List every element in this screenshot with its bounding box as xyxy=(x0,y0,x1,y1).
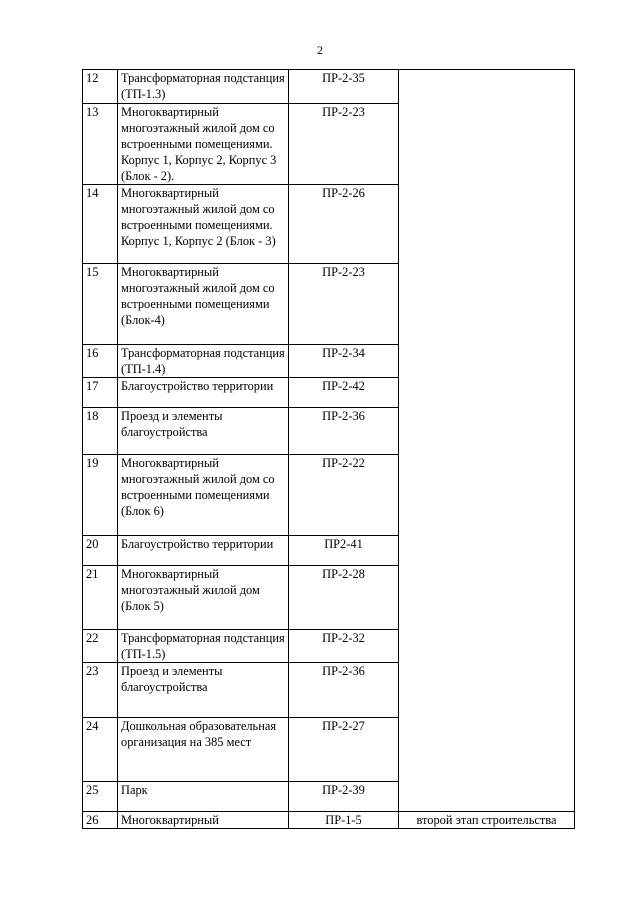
object-code: ПР-2-34 xyxy=(289,345,399,378)
object-code: ПР-2-23 xyxy=(289,104,399,185)
object-code: ПР-2-32 xyxy=(289,630,399,663)
object-name: Многоквартирный многоэтажный жилой дом (Блок 5) xyxy=(118,566,289,630)
row-number: 15 xyxy=(83,264,118,345)
object-code: ПР-2-26 xyxy=(289,185,399,264)
object-name: Многоквартирный многоэтажный жилой дом со встроенными помещениями (Блок 6) xyxy=(118,455,289,536)
object-code: ПР2-41 xyxy=(289,536,399,566)
object-name: Многоквартирный xyxy=(118,812,289,829)
object-name: Трансформаторная подстанция (ТП-1.3) xyxy=(118,70,289,104)
construction-objects-table xyxy=(82,69,575,829)
row-number: 16 xyxy=(83,345,118,378)
construction-stage-note: второй этап строительства xyxy=(399,812,575,829)
row-number: 14 xyxy=(83,185,118,264)
object-code: ПР-2-42 xyxy=(289,378,399,408)
object-name: Дошкольная образовательная организация на 385 мест xyxy=(118,718,289,782)
row-number: 17 xyxy=(83,378,118,408)
row-number: 12 xyxy=(83,70,118,104)
object-code: ПР-2-23 xyxy=(289,264,399,345)
table-row xyxy=(83,812,575,829)
object-code: ПР-2-27 xyxy=(289,718,399,782)
object-code: ПР-2-35 xyxy=(289,70,399,104)
row-number: 21 xyxy=(83,566,118,630)
object-code: ПР-2-22 xyxy=(289,455,399,536)
object-name: Трансформаторная подстанция (ТП-1.5) xyxy=(118,630,289,663)
row-number: 18 xyxy=(83,408,118,455)
page-number: 2 xyxy=(317,43,323,57)
object-name: Трансформаторная подстанция (ТП-1.4) xyxy=(118,345,289,378)
row-number: 23 xyxy=(83,663,118,718)
object-name: Многоквартирный многоэтажный жилой дом со встроенными помещениями. Корпус 1, Корпус 2, Корпус 3 (Блок - 2). xyxy=(118,104,289,185)
row-number: 22 xyxy=(83,630,118,663)
object-name: Благоустройство территории xyxy=(118,536,289,566)
row-number: 25 xyxy=(83,782,118,812)
object-name: Проезд и элементы благоустройства xyxy=(118,663,289,718)
row-number: 19 xyxy=(83,455,118,536)
object-code: ПР-1-5 xyxy=(289,812,399,829)
object-name: Парк xyxy=(118,782,289,812)
note-cell-empty xyxy=(399,70,575,812)
row-number: 13 xyxy=(83,104,118,185)
object-code: ПР-2-36 xyxy=(289,663,399,718)
object-name: Многоквартирный многоэтажный жилой дом со встроенными помещениями (Блок-4) xyxy=(118,264,289,345)
object-code: ПР-2-36 xyxy=(289,408,399,455)
row-number: 24 xyxy=(83,718,118,782)
row-number: 26 xyxy=(83,812,118,829)
object-code: ПР-2-28 xyxy=(289,566,399,630)
object-code: ПР-2-39 xyxy=(289,782,399,812)
object-name: Многоквартирный многоэтажный жилой дом со встроенными помещениями. Корпус 1, Корпус 2 (Блок - 3) xyxy=(118,185,289,264)
object-name: Благоустройство территории xyxy=(118,378,289,408)
table-row xyxy=(83,70,575,104)
object-name: Проезд и элементы благоустройства xyxy=(118,408,289,455)
row-number: 20 xyxy=(83,536,118,566)
